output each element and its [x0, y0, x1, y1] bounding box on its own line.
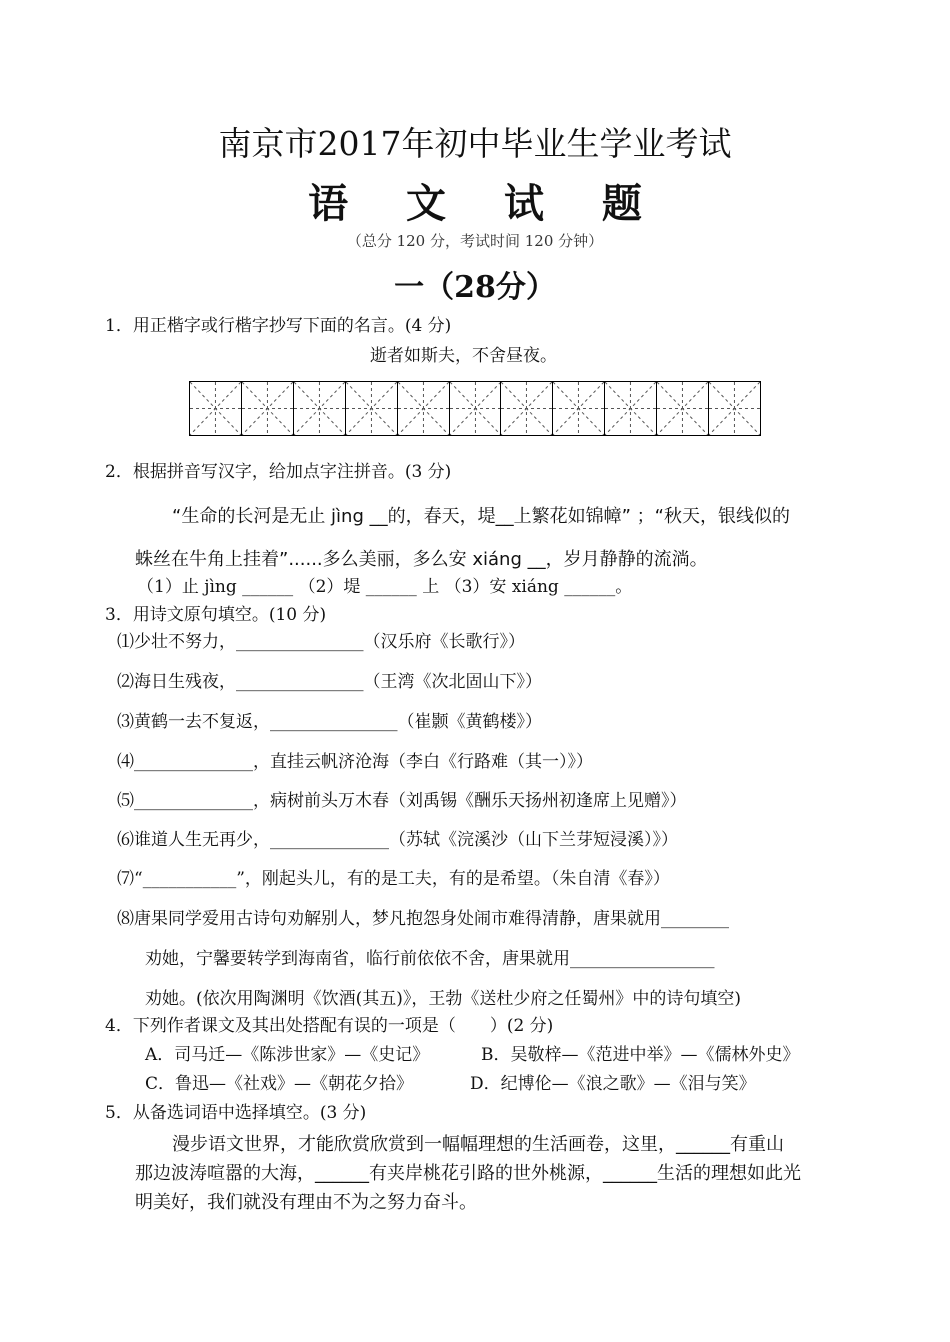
grid-guide-lines	[294, 382, 345, 435]
q4-option-b[interactable]: B．吴敬梓—《范进中举》—《儒林外史》	[481, 1045, 800, 1065]
grid-guide-lines	[346, 382, 397, 435]
q1-prompt: 1．用正楷字或行楷字抄写下面的名言。(4 分)	[105, 316, 452, 336]
calligraphy-grid[interactable]	[189, 381, 761, 436]
grid-guide-lines	[605, 382, 656, 435]
grid-cell[interactable]	[605, 382, 657, 435]
q2-passage-line2: 蛛丝在牛角上挂着”......多么美丽，多么安 xiáng __，岁月静静的流淌。	[135, 549, 708, 570]
q3-item-1[interactable]: ⑴少壮不努力，_______________（汉乐府《长歌行》）	[117, 632, 525, 652]
grid-cell[interactable]	[450, 382, 502, 435]
q3-item-8-cont1[interactable]: 劝她，宁馨要转学到海南省，临行前依依不舍，唐果就用_________________	[145, 949, 715, 969]
q3-prompt: 3．用诗文原句填空。(10 分)	[105, 605, 327, 625]
grid-cell[interactable]	[242, 382, 294, 435]
q3-item-8-cont2: 劝她。(依次用陶渊明《饮酒(其五)》，王勃《送杜少府之任蜀州》中的诗句填空)	[145, 989, 742, 1009]
grid-cell[interactable]	[190, 382, 242, 435]
q3-item-2[interactable]: ⑵海日生残夜，_______________（王湾《次北固山下》）	[117, 672, 542, 692]
q3-item-8[interactable]: ⑻唐果同学爱用古诗句劝解别人，梦凡抱怨身处闹市难得清静，唐果就用________	[117, 909, 729, 929]
grid-guide-lines	[553, 382, 604, 435]
grid-guide-lines	[501, 382, 552, 435]
q4-option-c[interactable]: C．鲁迅—《社戏》—《朝花夕拾》	[145, 1074, 414, 1094]
grid-cell[interactable]	[346, 382, 398, 435]
q2-prompt: 2．根据拼音写汉字，给加点字注拼音。(3 分)	[105, 462, 452, 482]
grid-guide-lines	[242, 382, 293, 435]
q2-answer-line[interactable]: （1）止 jìng ______ （2）堤 ______ 上 （3）安 xiáng ______。	[137, 577, 633, 597]
exam-title: 南京市2017年初中毕业生学业考试	[218, 124, 732, 163]
exam-meta: （总分 120 分，考试时间 120 分钟）	[346, 232, 604, 250]
grid-cell[interactable]	[398, 382, 450, 435]
q5-prompt: 5．从备选词语中选择填空。(3 分)	[105, 1103, 367, 1123]
q3-item-3[interactable]: ⑶黄鹤一去不复返，_______________（崔颢《黄鹤楼》）	[117, 712, 542, 732]
grid-guide-lines	[657, 382, 708, 435]
q4-prompt: 4．下列作者课文及其出处搭配有误的一项是（ ）(2 分)	[105, 1016, 554, 1036]
q5-passage-line1[interactable]: 漫步语文世界，才能欣赏欣赏到一幅幅理想的生活画卷，这里，______有重山	[172, 1134, 784, 1155]
grid-cell[interactable]	[501, 382, 553, 435]
grid-guide-lines	[709, 382, 760, 435]
grid-cell[interactable]	[294, 382, 346, 435]
subject-title: 语 文 试 题	[308, 180, 664, 227]
q3-item-6[interactable]: ⑹谁道人生无再少，______________（苏轼《浣溪沙（山下兰芽短浸溪）》）	[117, 830, 678, 850]
grid-cell[interactable]	[709, 382, 760, 435]
grid-guide-lines	[450, 382, 501, 435]
q5-passage-line3: 明美好，我们就没有理由不为之努力奋斗。	[135, 1192, 477, 1213]
grid-cell[interactable]	[657, 382, 709, 435]
q3-item-4[interactable]: ⑷______________，直挂云帆济沧海（李白《行路难（其一）》）	[117, 752, 593, 772]
grid-guide-lines	[398, 382, 449, 435]
q2-passage-line1: “生命的长河是无止 jìng __的，春天，堤__上繁花如锦幛” ；“秋天，银线似的	[172, 506, 790, 527]
q4-option-a[interactable]: A．司马迁—《陈涉世家》—《史记》	[145, 1045, 430, 1065]
grid-guide-lines	[190, 382, 241, 435]
q3-item-7[interactable]: ⑺“___________”，刚起头儿，有的是工夫，有的是希望。（朱自清《春》）	[117, 869, 670, 889]
grid-cell[interactable]	[553, 382, 605, 435]
section-heading: 一（28分）	[394, 270, 556, 305]
q4-option-d[interactable]: D．纪博伦—《浪之歌》—《泪与笑》	[470, 1074, 756, 1094]
q1-quote: 逝者如斯夫，不舍昼夜。	[370, 346, 557, 366]
q3-item-5[interactable]: ⑸______________，病树前头万木春（刘禹锡《酬乐天扬州初逢席上见赠》）	[117, 791, 687, 811]
q5-passage-line2[interactable]: 那边波涛喧嚣的大海，______有夹岸桃花引路的世外桃源，______生活的理想如此光	[135, 1163, 801, 1184]
